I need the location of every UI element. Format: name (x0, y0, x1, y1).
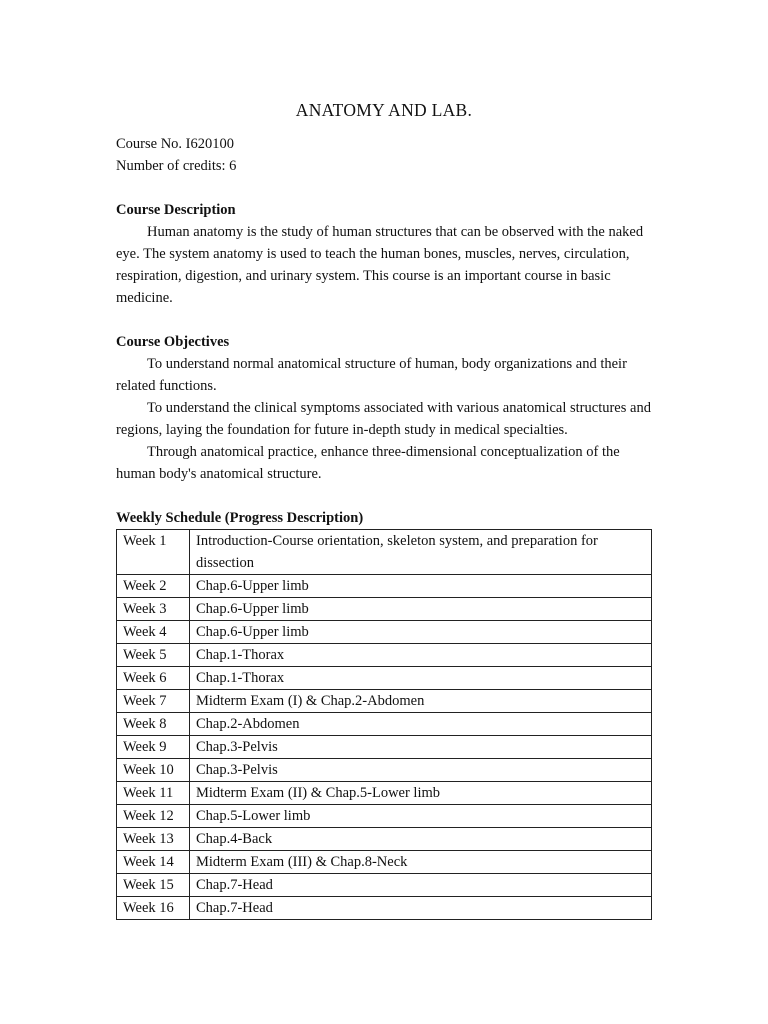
table-row (117, 782, 652, 805)
week-cell: Week 3 (117, 598, 190, 621)
table-row (117, 851, 652, 874)
topic-cell: Chap.1-Thorax (190, 667, 652, 690)
topic-cell: Chap.6-Upper limb (190, 621, 652, 644)
table-row (117, 736, 652, 759)
week-cell: Week 9 (117, 736, 190, 759)
week-cell: Week 6 (117, 667, 190, 690)
table-row (117, 874, 652, 897)
schedule-table (116, 529, 652, 920)
document-title: ANATOMY AND LAB. (295, 100, 473, 120)
table-row (117, 530, 652, 575)
weekly-schedule-heading: Weekly Schedule (Progress Description) (116, 510, 364, 526)
topic-cell: Introduction-Course orientation, skeleton system, and preparation for dissection (190, 530, 652, 575)
topic-cell: Chap.2-Abdomen (190, 713, 652, 736)
topic-cell: Midterm Exam (I) & Chap.2-Abdomen (190, 690, 652, 713)
table-row (117, 690, 652, 713)
week-cell: Week 10 (117, 759, 190, 782)
week-cell: Week 13 (117, 828, 190, 851)
week-cell: Week 8 (117, 713, 190, 736)
table-row (117, 759, 652, 782)
table-row (117, 621, 652, 644)
course-description-heading: Course Description (116, 202, 236, 218)
course-number: Course No. I620100 (116, 136, 235, 152)
week-cell: Week 16 (117, 897, 190, 920)
course-description-text: Human anatomy is the study of human structures that can be observed with the naked eye. The system anatomy is used to teach the human bones, muscles, nerves, circulation, respiration, digestion, and urinary system. This course is an important course in basic medicine. (116, 224, 644, 306)
course-objectives-heading: Course Objectives (116, 334, 230, 350)
topic-cell: Chap.4-Back (190, 828, 652, 851)
table-row (117, 667, 652, 690)
table-row (117, 575, 652, 598)
objective-item: To understand the clinical symptoms associated with various anatomical structures and regions, laying the foundation for future in-depth study in medical specialties. (116, 400, 651, 438)
topic-cell: Chap.5-Lower limb (190, 805, 652, 828)
course-credits: Number of credits: 6 (116, 158, 237, 174)
table-row (117, 805, 652, 828)
topic-cell: Chap.3-Pelvis (190, 759, 652, 782)
week-cell: Week 14 (117, 851, 190, 874)
topic-cell: Chap.7-Head (190, 897, 652, 920)
week-cell: Week 7 (117, 690, 190, 713)
course-meta (116, 133, 656, 177)
topic-cell: Midterm Exam (III) & Chap.8-Neck (190, 851, 652, 874)
topic-cell: Chap.3-Pelvis (190, 736, 652, 759)
course-objectives-section (116, 331, 656, 485)
objective-item: To understand normal anatomical structure of human, body organizations and their related functions. (116, 356, 627, 394)
week-cell: Week 5 (117, 644, 190, 667)
table-row (117, 598, 652, 621)
topic-cell: Chap.7-Head (190, 874, 652, 897)
week-cell: Week 15 (117, 874, 190, 897)
table-row (117, 897, 652, 920)
topic-cell: Midterm Exam (II) & Chap.5-Lower limb (190, 782, 652, 805)
topic-cell: Chap.6-Upper limb (190, 575, 652, 598)
topic-cell: Chap.6-Upper limb (190, 598, 652, 621)
week-cell: Week 2 (117, 575, 190, 598)
week-cell: Week 4 (117, 621, 190, 644)
topic-cell: Chap.1-Thorax (190, 644, 652, 667)
document-page (116, 97, 656, 920)
week-cell: Week 12 (117, 805, 190, 828)
objective-item: Through anatomical practice, enhance three-dimensional conceptualization of the human body's anatomical structure. (116, 444, 620, 482)
week-cell: Week 1 (117, 530, 190, 575)
table-row (117, 828, 652, 851)
course-description-section (116, 199, 656, 309)
week-cell: Week 11 (117, 782, 190, 805)
weekly-schedule-section (116, 507, 656, 920)
table-row (117, 713, 652, 736)
table-row (117, 644, 652, 667)
